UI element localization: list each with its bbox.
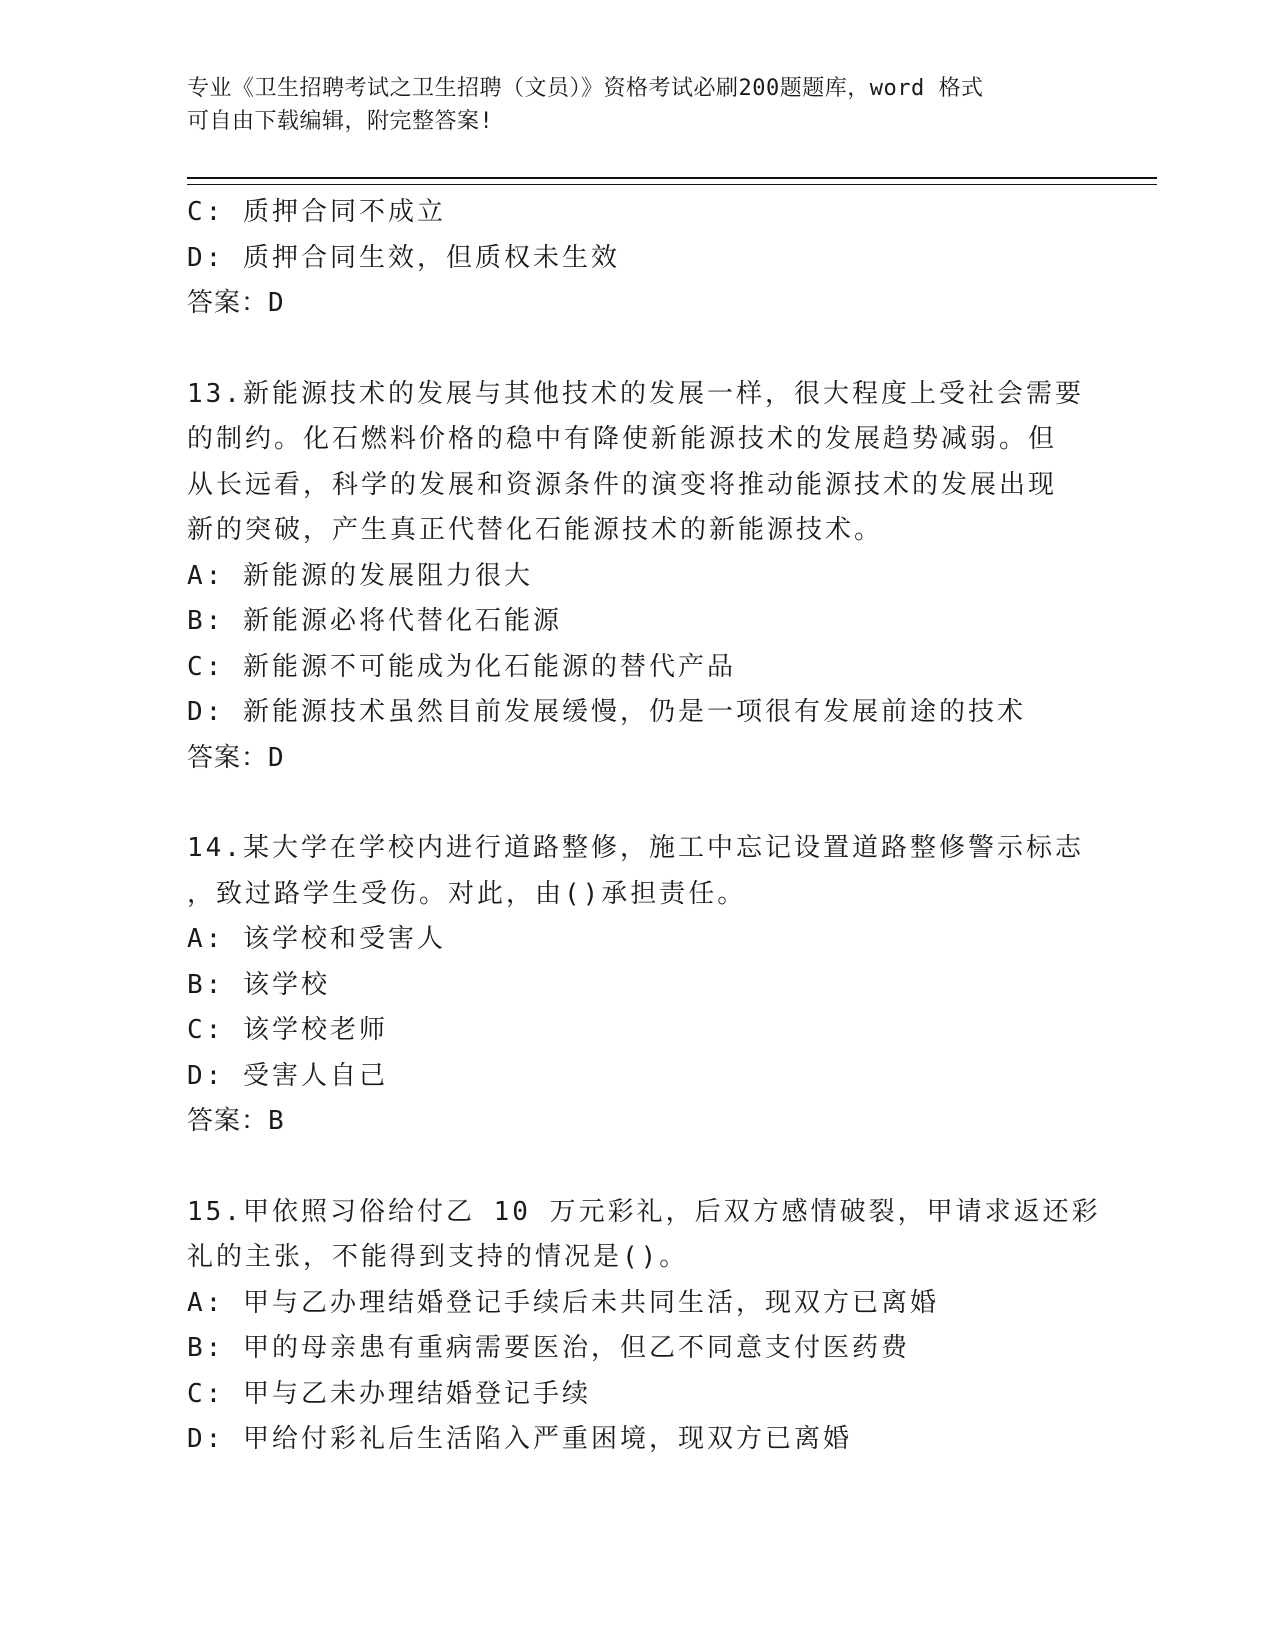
- option-b: B: 新能源必将代替化石能源: [187, 606, 562, 636]
- question-14: [187, 826, 1087, 1145]
- question-13: [187, 372, 1087, 782]
- option-c: C: 甲与乙未办理结婚登记手续: [187, 1378, 591, 1409]
- answer-line: 答案：B: [187, 1106, 285, 1136]
- question-stem-line: 14.某大学在学校内进行道路整修，施工中忘记设置道路整修警示标志: [187, 833, 1084, 863]
- question-stem-line: 新的突破，产生真正代替化石能源技术的新能源技术。: [187, 515, 884, 545]
- answer-line: 答案：D: [187, 742, 285, 773]
- option-d: D: 新能源技术虽然目前发展缓慢，仍是一项很有发展前途的技术: [187, 697, 1026, 727]
- option-b: B: 该学校: [187, 969, 330, 1000]
- option-c: C: 新能源不可能成为化石能源的替代产品: [187, 651, 736, 682]
- option-c: C: 该学校老师: [187, 1015, 388, 1045]
- option-b: B: 甲的母亲患有重病需要医治，但乙不同意支付医药费: [187, 1333, 910, 1363]
- option-d: D: 受害人自己: [187, 1060, 388, 1091]
- option-c: C: 质押合同不成立: [187, 197, 446, 227]
- question-15: [187, 1190, 1101, 1463]
- option-a: A: 甲与乙办理结婚登记手续后未共同生活，现双方已离婚: [187, 1287, 939, 1318]
- option-a: A: 新能源的发展阻力很大: [187, 560, 533, 591]
- question-list: [187, 190, 1101, 1463]
- question-stem-line: 15.甲依照习俗给付乙 10 万元彩礼，后双方感情破裂，甲请求返还彩: [187, 1196, 1101, 1227]
- question-12: [187, 190, 1087, 327]
- option-d: D: 质押合同生效，但质权未生效: [187, 242, 620, 273]
- question-stem-line: ，致过路学生受伤。对此，由()承担责任。: [187, 878, 747, 909]
- question-stem-line: 的制约。化石燃料价格的稳中有降使新能源技术的发展趋势减弱。但: [187, 424, 1058, 454]
- document-header: [187, 72, 1087, 138]
- question-stem-line: 礼的主张，不能得到支持的情况是()。: [187, 1242, 689, 1272]
- question-stem-line: 13.新能源技术的发展与其他技术的发展一样，很大程度上受社会需要: [187, 378, 1084, 409]
- header-title-line-1: 专业《卫生招聘考试之卫生招聘（文员）》资格考试必刷200题题库，word 格式: [187, 76, 984, 101]
- header-title-line-2: 可自由下载编辑，附完整答案!: [187, 109, 494, 134]
- question-stem-line: 从长远看，科学的发展和资源条件的演变将推动能源技术的发展出现: [187, 469, 1058, 500]
- header-divider: [187, 177, 1157, 185]
- answer-line: 答案：D: [187, 288, 285, 318]
- option-d: D: 甲给付彩礼后生活陷入严重困境，现双方已离婚: [187, 1424, 852, 1454]
- option-a: A: 该学校和受害人: [187, 924, 446, 954]
